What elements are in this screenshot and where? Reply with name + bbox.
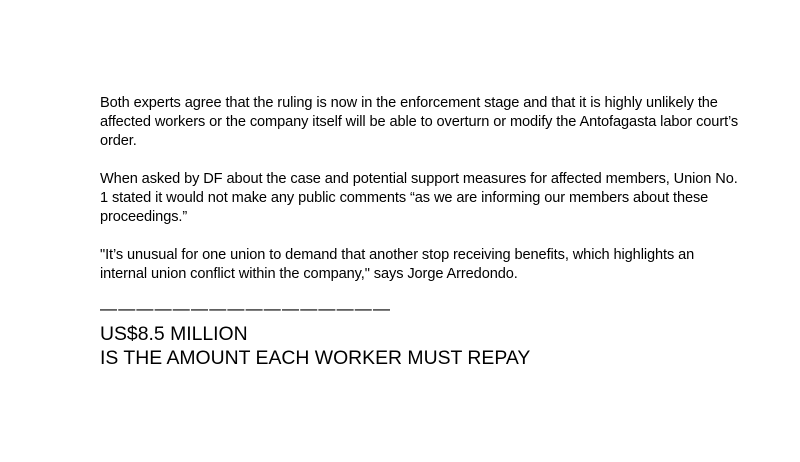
pull-quote-divider: ———————————————— [100,299,392,318]
pull-quote [100,322,530,370]
article-body [100,94,740,284]
paragraph-arredondo-quote: "It’s unusual for one union to demand that another stop receiving benefits, which highlights an internal union conflict within the company," says Jorge Arredondo. [100,247,695,282]
paragraph-union-statement: When asked by DF about the case and potential support measures for affected members, Union No. 1 stated it would not make any public comments “as we are informing our members about these proceedings.” [100,171,738,225]
pull-quote-caption: IS THE AMOUNT EACH WORKER MUST REPAY [100,347,531,369]
paragraph-experts: Both experts agree that the ruling is now in the enforcement stage and that it is highly unlikely the affected workers or the company itself will be able to overturn or modify the Antofagasta labor court’s order. [100,95,739,149]
pull-quote-amount: US$8.5 MILLION [100,323,248,345]
